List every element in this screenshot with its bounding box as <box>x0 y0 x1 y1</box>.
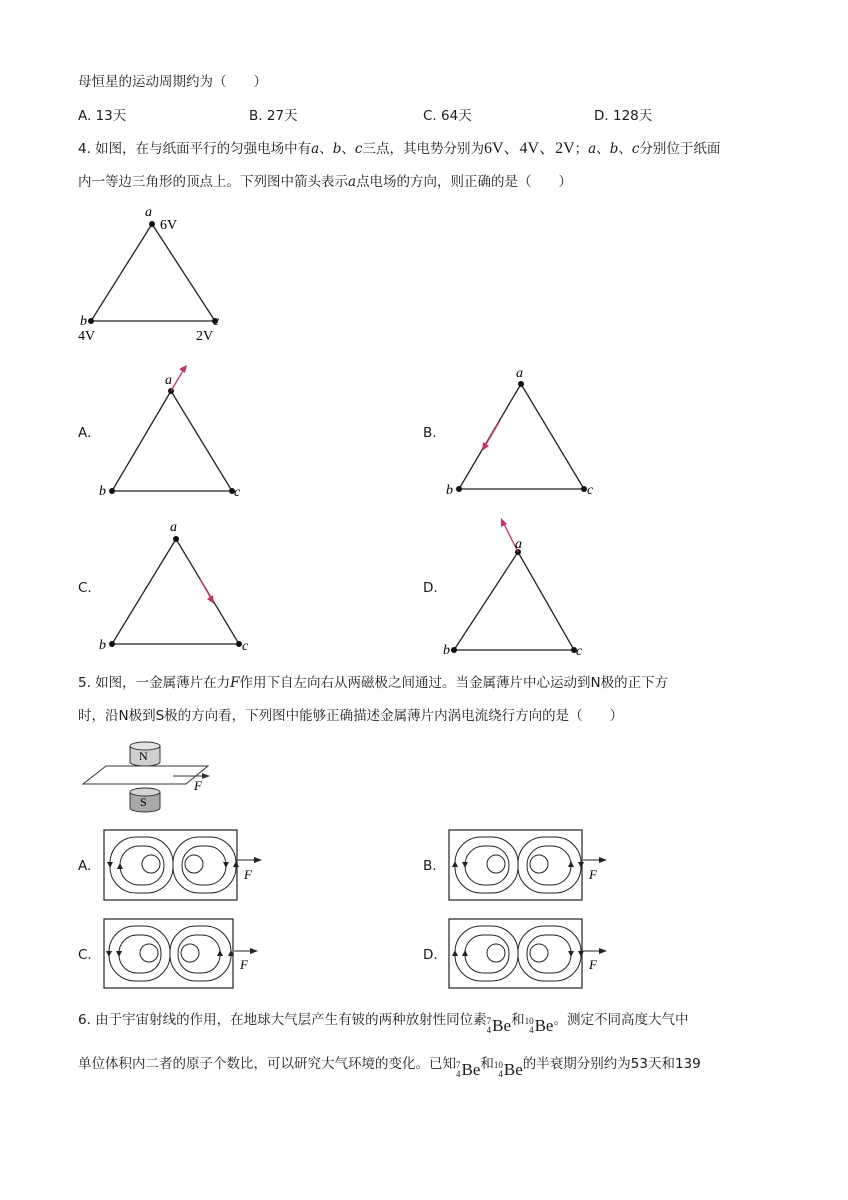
q4-var-a: a <box>348 174 357 190</box>
loop-right-inner <box>530 944 548 962</box>
field-arrow <box>485 422 499 446</box>
label-a: a <box>515 537 522 552</box>
mass-number: 7 <box>486 1016 492 1026</box>
q4-stem-line1 <box>78 139 720 159</box>
loop-right-mid <box>182 846 226 885</box>
vertex-b-dot <box>88 318 94 324</box>
q4-stem-line2 <box>78 172 572 192</box>
loop-right-inner <box>181 944 199 962</box>
q4-sep: 、 <box>618 141 632 157</box>
q6-and: 和 <box>480 1056 494 1072</box>
current-arrow <box>568 861 574 867</box>
sheet-frame <box>104 919 233 988</box>
q6-text-pre: 单位体积内二者的原子个数比，可以研究大气环境的变化。已知 <box>78 1056 456 1072</box>
mass-number: 7 <box>456 1060 461 1070</box>
triangle <box>112 391 232 491</box>
q4-var-a: a <box>311 141 320 157</box>
arrow-head <box>501 518 507 527</box>
q4-option-a-figure[interactable] <box>95 360 265 505</box>
atomic-number: 4 <box>529 1025 534 1035</box>
label-b: b <box>443 643 450 658</box>
q4-option-d-figure[interactable] <box>443 512 613 657</box>
f-label: F <box>194 778 202 793</box>
q4-option-d-label[interactable]: D. <box>423 580 438 596</box>
current-arrow <box>462 862 468 868</box>
q4-option-c-figure[interactable] <box>95 512 265 657</box>
q5-option-b-figure[interactable] <box>448 828 618 908</box>
q6-text-post: 。测定不同高度大气中 <box>553 1012 689 1028</box>
vertex-a-dot <box>173 536 179 542</box>
label-6v: 6V <box>160 218 178 233</box>
label-a: a <box>145 205 152 220</box>
force-arrow-head <box>599 948 607 954</box>
current-arrow <box>106 951 112 957</box>
q4-option-b-figure[interactable] <box>443 360 613 505</box>
q4-var-c: c <box>631 141 640 157</box>
atomic-number: 4 <box>486 1025 492 1035</box>
q5-option-b-label[interactable]: B. <box>423 858 437 874</box>
label-4v: 4V <box>78 329 96 344</box>
vertex-b-dot <box>109 488 115 494</box>
mass-number: 10 <box>524 1016 534 1026</box>
loop-left-inner <box>140 944 158 962</box>
isotope-be7 <box>456 1060 480 1080</box>
q6-text-post: 的半衰期分别约为53天和139 <box>522 1056 701 1072</box>
q5-option-a-label[interactable]: A. <box>78 858 92 874</box>
q3-option-d[interactable] <box>594 106 652 126</box>
sheet-frame <box>104 830 237 900</box>
current-arrow <box>217 950 223 956</box>
q5-option-d-figure[interactable] <box>448 917 618 997</box>
label-b: b <box>446 483 453 498</box>
q3-stem-end: 母恒星的运动周期约为（ ） <box>78 74 267 90</box>
q6-stem-line2 <box>78 1054 701 1080</box>
triangle <box>454 552 574 650</box>
current-arrow <box>116 951 122 957</box>
q4-sep: 、 <box>596 141 610 157</box>
label-a: a <box>165 373 172 388</box>
current-arrow <box>117 863 123 869</box>
loop-left-inner <box>487 855 505 873</box>
q5-magnet-figure <box>78 738 238 816</box>
label-a: a <box>516 366 523 381</box>
current-arrow <box>223 862 229 868</box>
current-arrow <box>578 951 584 957</box>
q3-option-d-text: 128天 <box>612 108 653 124</box>
label-a: a <box>170 520 177 535</box>
field-arrow <box>200 579 211 598</box>
label-c: c <box>576 644 583 659</box>
triangle <box>112 539 239 644</box>
q3-option-a[interactable] <box>78 106 126 126</box>
atomic-number: 4 <box>498 1069 503 1079</box>
q3-option-b[interactable] <box>249 106 298 126</box>
q4-text-post: 点电场的方向，则正确的是（ ） <box>356 174 573 190</box>
q4-potentials: 6V、4V、2V <box>483 140 575 157</box>
n-label: N <box>139 749 148 763</box>
label-2v: 2V <box>196 329 214 344</box>
q5-text-pre: 5. 如图，一金属薄片在力 <box>78 675 231 691</box>
q4-option-c-label[interactable]: C. <box>78 580 92 596</box>
q5-option-c-figure[interactable] <box>103 917 273 997</box>
loop-right-inner <box>530 855 548 873</box>
q3-option-c[interactable] <box>423 106 472 126</box>
triangle <box>91 224 215 321</box>
q4-var-b: b <box>332 141 342 157</box>
q4-text-pre: 内一等边三角形的顶点上。下列图中箭头表示 <box>78 174 348 190</box>
isotope-be10 <box>525 1016 554 1036</box>
vertex-a-dot <box>149 221 155 227</box>
q6-stem-line1 <box>78 1010 688 1036</box>
force-arrow-head <box>254 857 262 863</box>
q4-sep: 、 <box>341 141 355 157</box>
q5-text-post: 作用下自左向右从两磁极之间通过。当金属薄片中心运动到N极的正下方 <box>239 675 669 691</box>
current-arrow <box>568 951 574 957</box>
q4-option-a-label[interactable]: A. <box>78 425 92 441</box>
triangle <box>459 384 584 489</box>
current-arrow <box>107 862 113 868</box>
q3-option-a-label: A. <box>78 108 92 124</box>
q3-option-c-label: C. <box>423 108 437 124</box>
q5-stem-line1 <box>78 673 668 693</box>
q4-var-c: c <box>354 141 363 157</box>
vertex-b-dot <box>109 641 115 647</box>
vertex-a-dot <box>518 381 524 387</box>
q4-semicolon: ； <box>574 141 589 157</box>
isotope-be10 <box>494 1060 523 1080</box>
q6-text-pre: 6. 由于宇宙射线的作用，在地球大气层产生有铍的两种放射性同位素 <box>78 1012 487 1028</box>
q4-main-figure <box>70 200 240 350</box>
q5-option-c-label[interactable]: C. <box>78 947 92 963</box>
atomic-number: 4 <box>456 1069 461 1079</box>
q4-var-b: b <box>609 141 619 157</box>
s-label: S <box>140 795 147 809</box>
q6-and: 和 <box>511 1012 525 1028</box>
f-label: F <box>589 957 597 972</box>
q3-option-b-label: B. <box>249 108 263 124</box>
force-arrow-head <box>599 857 607 863</box>
q5-option-a-figure[interactable] <box>103 828 273 908</box>
q5-var-f: F <box>230 675 240 691</box>
force-arrow-head <box>250 948 258 954</box>
label-c: c <box>213 314 220 329</box>
loop-left-inner <box>142 855 160 873</box>
label-b: b <box>99 638 106 653</box>
element-symbol: Be <box>534 1016 554 1035</box>
sheet-frame <box>449 830 582 900</box>
label-c: c <box>242 639 249 654</box>
current-arrow <box>452 950 458 956</box>
current-arrow <box>578 862 584 868</box>
q3-option-a-text: 13天 <box>95 108 127 124</box>
q4-text-prefix: 4. 如图，在与纸面平行的匀强电场中有 <box>78 141 312 157</box>
q4-text-tail: 分别位于纸面 <box>639 141 721 157</box>
field-arrow <box>171 369 184 391</box>
q5-option-d-label[interactable]: D. <box>423 947 438 963</box>
f-label: F <box>589 867 597 882</box>
q4-option-b-label[interactable]: B. <box>423 425 437 441</box>
q4-var-a: a <box>588 141 597 157</box>
loop-right-mid <box>527 846 571 885</box>
f-label: F <box>244 867 252 882</box>
mass-number: 10 <box>493 1060 503 1070</box>
element-symbol: Be <box>492 1016 512 1035</box>
label-b: b <box>99 484 106 499</box>
loop-left-inner <box>487 944 505 962</box>
label-c: c <box>587 483 594 498</box>
label-c: c <box>234 485 241 500</box>
isotope-be7 <box>487 1016 511 1036</box>
q4-sep: 、 <box>319 141 333 157</box>
element-symbol: Be <box>461 1060 481 1079</box>
q4-text-mid: 三点，其电势分别为 <box>362 141 484 157</box>
current-arrow <box>233 861 239 867</box>
loop-right-inner <box>185 855 203 873</box>
q3-option-b-text: 27天 <box>266 108 298 124</box>
metal-sheet <box>83 766 208 784</box>
q5-stem-line2: 时，沿N极到S极的方向看，下列图中能够正确描述金属薄片内涡电流绕行方向的是（ ） <box>78 708 624 724</box>
current-arrow <box>452 861 458 867</box>
element-symbol: Be <box>503 1060 523 1079</box>
label-b: b <box>80 314 87 329</box>
vertex-b-dot <box>456 486 462 492</box>
q3-option-c-text: 64天 <box>441 108 472 124</box>
loop-right-mid <box>527 935 571 973</box>
current-arrow <box>462 950 468 956</box>
force-arrow-head <box>202 773 210 779</box>
vertex-b-dot <box>451 647 457 653</box>
q3-option-d-label: D. <box>594 108 609 124</box>
f-label: F <box>240 957 248 972</box>
